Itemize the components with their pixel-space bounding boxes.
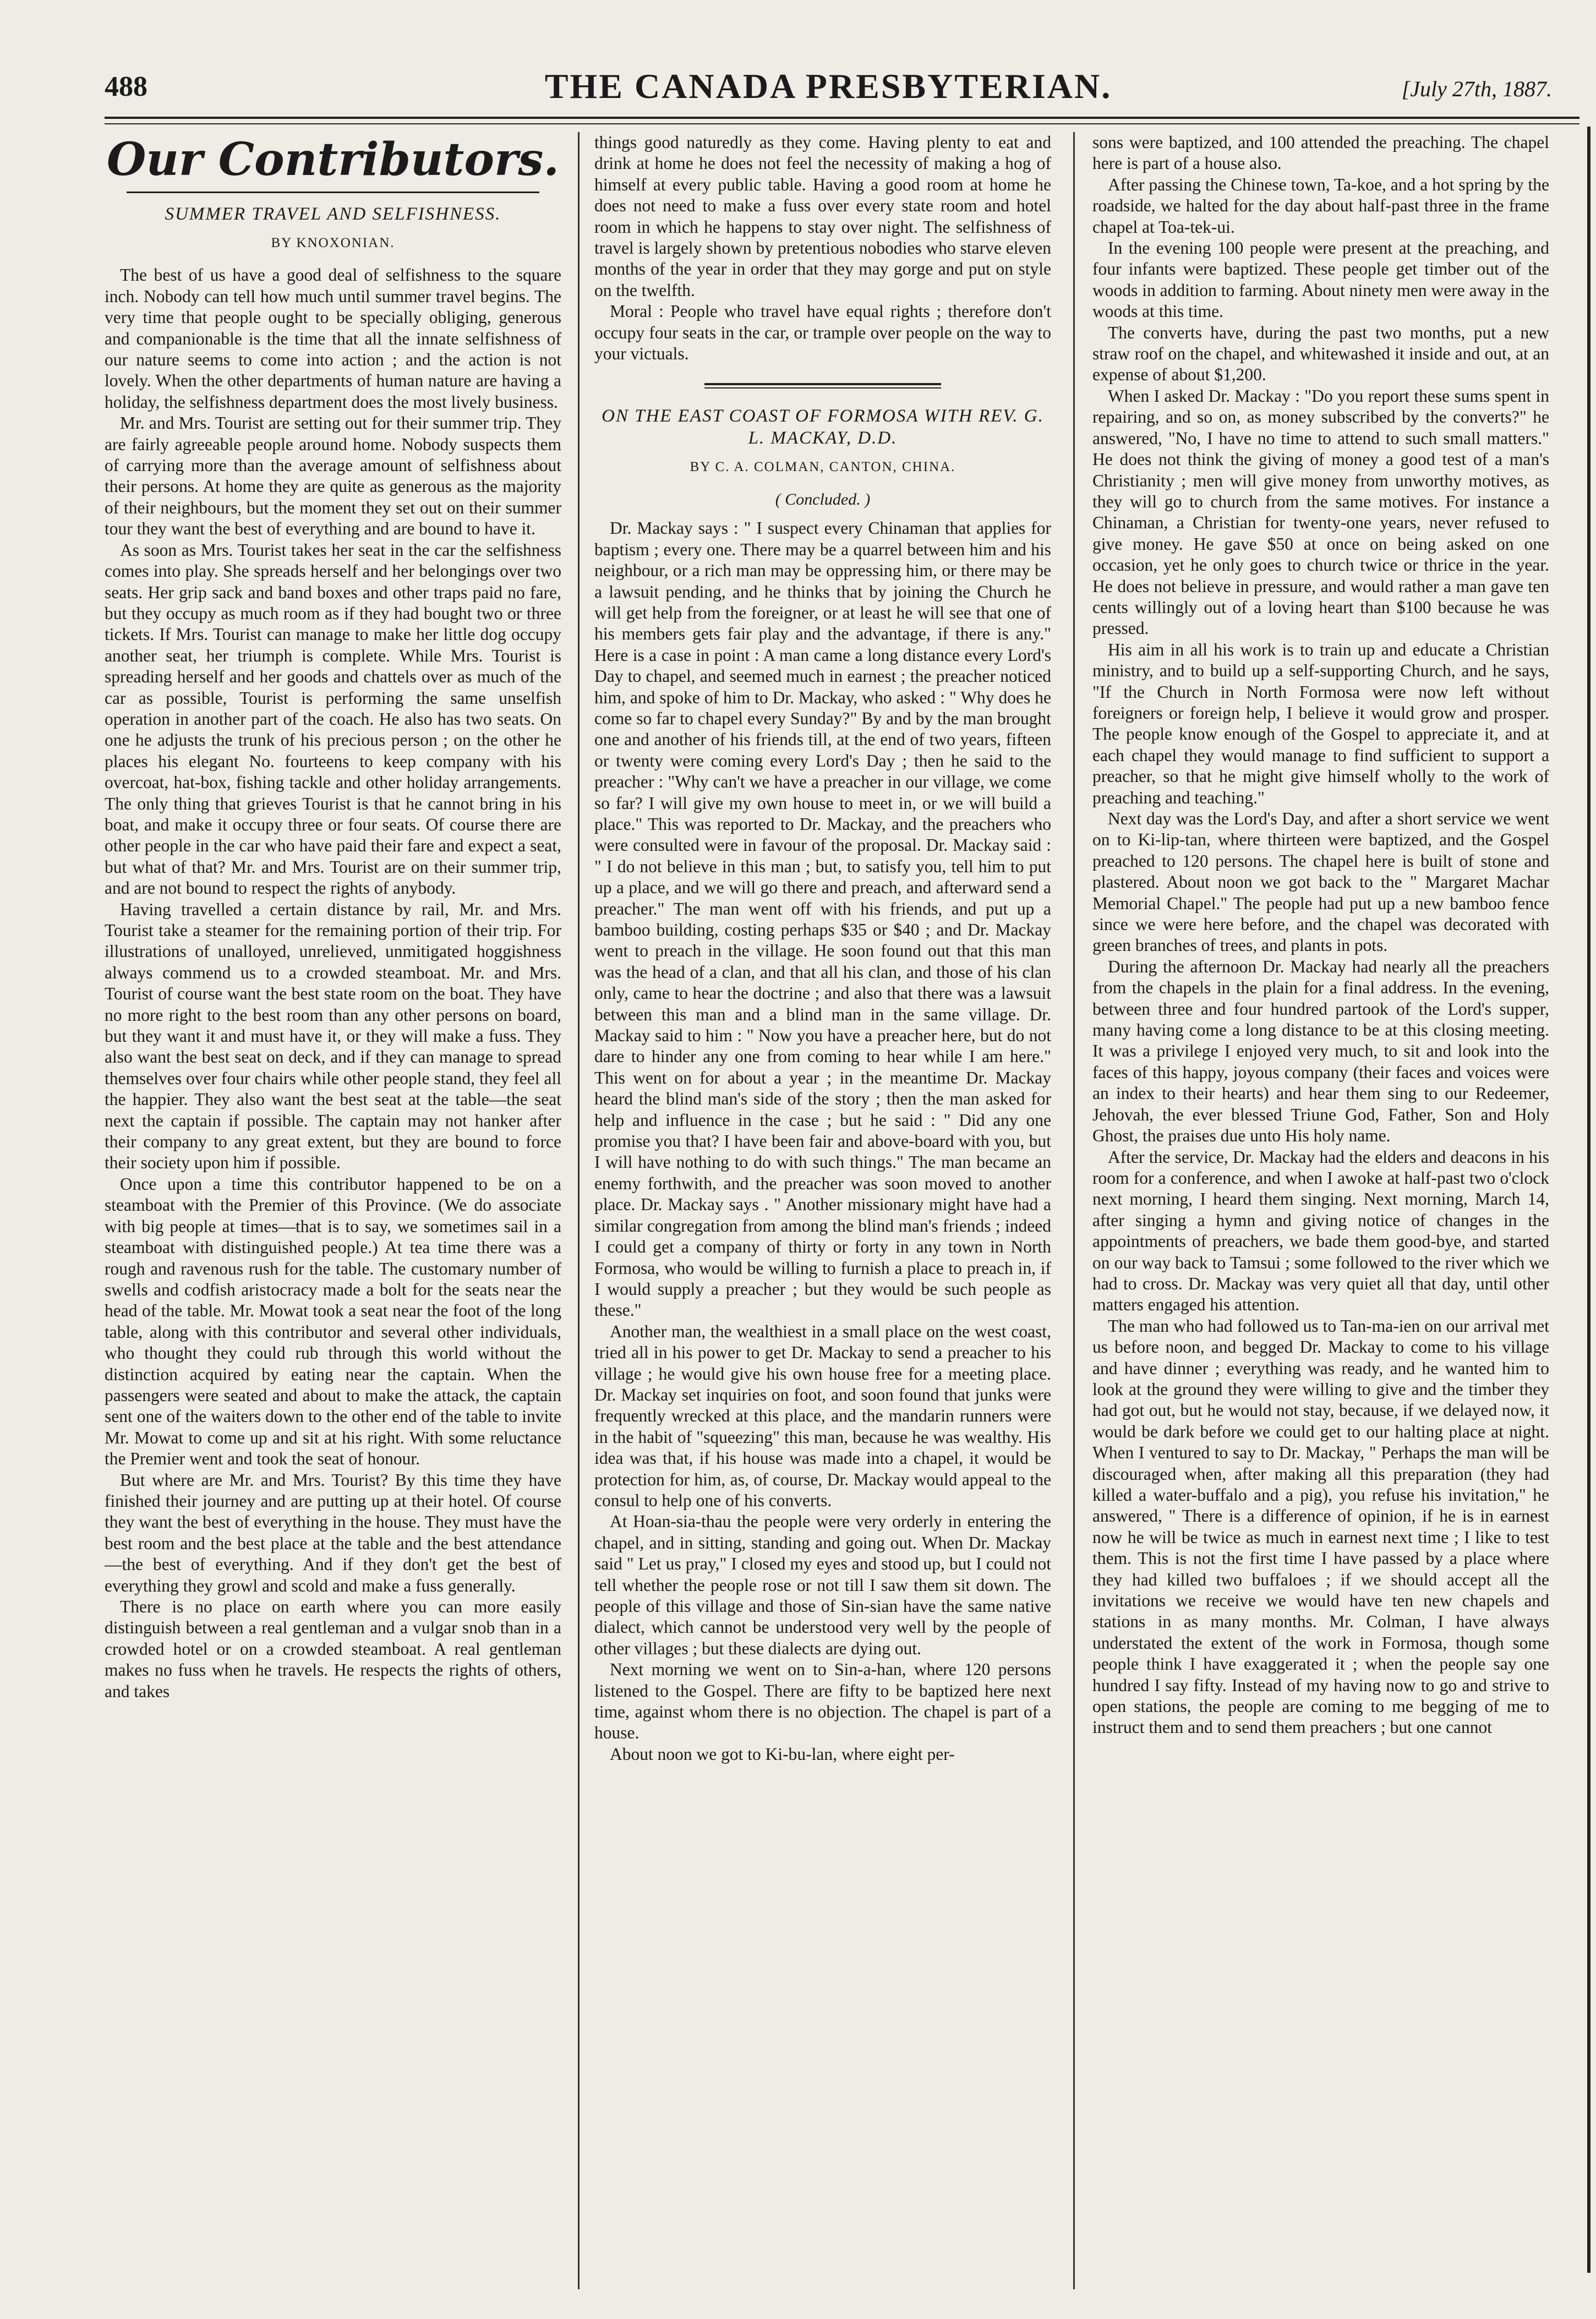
paragraph: things good naturedly as they come. Having plenty to eat and drink at home he does not feel the necessity of making a hog of himself at every public table. Having a good room at home he does not need to make a fuss over every state room and hotel room in which he happens to stay over night. The selfishness of travel is largely shown by pretentious nobodies who starve eleven months of the year in order that they may gorge and put on style on the twelfth. (594, 133, 1051, 300)
paragraph: After passing the Chinese town, Ta-koe, and a hot spring by the roadside, we halted for the day about half-past three in the frame chapel at Toa-tek-ui. (1092, 174, 1549, 237)
header-rule (105, 117, 1579, 124)
paragraph: Dr. Mackay says : " I suspect every Chinaman that applies for baptism ; every one. There may be a quarrel between him and his neighbour, or a rich man may be oppressing him, or there may be a lawsuit pending, and he thinks that by joining the Church he will get help from the foreigner, or at least he will see that one of his members gets fair play and the advantage, if there is any." Here is a case in point : A man came a long distance every Lord's Day to chapel, and seemed much in earnest ; the preacher noticed him, and spoke of him to Dr. Mackay, who asked : " Why does he come so far to chapel every Sunday?" By and by the man brought one and another of his friends till, at the end of two years, fifteen or twenty were coming every Lord's Day ; then he said to the preacher : "Why can't we have a preacher in our village, we come so far? I will give my own house to meet in, or we will build a place." This was reported to Dr. Mackay, and the preachers who were consulted were in favour of the proposal. Dr. Mackay said : " I do not believe in this man ; but, to satisfy you, tell him to put up a place, and we will go there and preach, and afterward send a preacher." The man went off with his friends, and put up a bamboo building, costing perhaps $35 or $40 ; and Dr. Mackay went to preach in the village. He soon found out that this man was the head of a clan, and that all his clan, and those of his clan only, came to hear the doctrine ; and also that there was a lawsuit between this man and a blind man in the same village. Dr. Mackay said to him : " Now you have a preacher here, but do not dare to hinder any one from coming to hear while I am here." This went on for about a year ; in the meantime Dr. Mackay heard the blind man's side of the story ; then the man asked for help and influence in the case ; but he said : " Did any one promise you that? I have been fair and above-board with you, but I will have nothing to do with such things." The man became an enemy forthwith, and the preacher was soon moved to another place. Dr. Mackay says . " Another missionary might have had a similar congregation from among the blind man's friends ; indeed I could get a company of thirty or forty in any town in North Formosa, who would be willing to furnish a place to preach in, if I would supply a preacher ; but they would be such people as these." (594, 518, 1051, 1320)
page-number: 488 (105, 71, 147, 102)
paragraph: When I asked Dr. Mackay : "Do you report these sums spent in repairing, and so on, as money subscribed by the converts?" he answered, "No, I have no time to attend to such small matters." He does not think the giving of money a good test of a man's Christianity ; men will give money from unworthy motives, as they will go to church from the same motives. For instance a Chinaman, a Christian for twenty-one years, never refused to give money. He gave $50 at once on being asked on one occasion, yet he only goes to church twice or thrice in the year. He does not believe in pressure, and would rather a man gave ten cents willingly out of a loving heart than $100 because he was pressed. (1092, 386, 1549, 638)
paragraph: Another man, the wealthiest in a small place on the west coast, tried all in his power to get Dr. Mackay to send a preacher to his village ; he would give his own house free for a meeting place. Dr. Mackay set inquiries on foot, and soon found that junks were frequently wrecked at this place, and the mandarin runners were in the habit of "squeezing" this man, because he was wealthy. His idea was that, if his house was made into a chapel, it would be protection for him, as, of course, Dr. Mackay would appeal to the consul to help one of his converts. (594, 1321, 1051, 1510)
column-2 (594, 132, 1051, 2289)
section-title: Our Contributors. (106, 133, 560, 186)
paragraph: After the service, Dr. Mackay had the elders and deacons in his room for a conference, and when I awoke at half-past two o'clock next morning, I heard them singing. Next morning, March 14, after singing a hymn and giving notice of changes in the appointments of preachers, we bade them good-bye, and started on our way back to Tamsui ; some followed to the river which we had to cross. Dr. Mackay was very quiet all that day, until other matters engaged his attention. (1092, 1147, 1549, 1315)
paragraph: At Hoan-sia-thau the people were very orderly in entering the chapel, and in sitting, standing and going out. When Dr. Mackay said " Let us pray," I closed my eyes and stood up, but I could not tell whether the people rose or not till I saw them sit down. The people of this village and those of Sin-sian have the same native dialect, which cannot be understood very well by the people of other villages ; but these dialects are dying out. (594, 1512, 1051, 1658)
paragraph: The best of us have a good deal of selfishness to the square inch. Nobody can tell how much until summer travel begins. The very time that people ought to be specially obliging, generous and companionable is the time that all the innate selfishness of our nature seems to come into action ; and the action is not lovely. When the other departments of human nature are having a holiday, the selfishness department does the most lively business. (105, 265, 561, 412)
concluded-note: ( Concluded. ) (775, 490, 871, 508)
column-1 (105, 132, 561, 2289)
paragraph: In the evening 100 people were present at the preaching, and four infants were baptized. These people get timber out of the woods in addition to farming. About ninety men were away in the woods at this time. (1092, 238, 1549, 321)
paragraph: Mr. and Mrs. Tourist are setting out for their summer trip. They are fairly agreeable people around home. Nobody suspects them of carrying more than the average amount of selfishness about their persons. At home they are quite as generous as the majority of their neighbours, but the moment they set out on their summer tour they want the best of everything and are bound to have it. (105, 413, 561, 539)
paragraph: About noon we got to Ki-bu-lan, where eight per- (610, 1744, 955, 1764)
paragraph: As soon as Mrs. Tourist takes her seat in the car the selfishness comes into play. She spreads herself and her belongings over two seats. Her grip sack and band boxes and other traps paid no fare, but they occupy as much room as if they had bought two or three tickets. If Mrs. Tourist can manage to make her little dog occupy another seat, her triumph is complete. While Mrs. Tourist is spreading herself and her goods and chattels over as much of the car as possible, Tourist is performing the same unselfish operation in another part of the coach. He also has two seats. On one he adjusts the trunk of his precious person ; on the other he places his elegant No. fourteens to keep company with his overcoat, hat-box, fishing tackle and other holiday arrangements. The only thing that grieves Tourist is that he cannot bring in his boat, and make it occupy three or four seats. Of course there are other people in the car who have paid their fare and expect a seat, but what of that? Mr. and Mrs. Tourist are on their summer trip, and are not bound to respect the rights of anybody. (105, 540, 561, 898)
title-rule (127, 192, 539, 193)
article-title: SUMMER TRAVEL AND SELFISHNESS. (165, 204, 501, 224)
article-title: ON THE EAST COAST OF FORMOSA WITH REV. G. L. MACKAY, D.D. (602, 406, 1044, 449)
byline: BY KNOXONIAN. (271, 236, 395, 250)
paragraph: His aim in all his work is to train up and educate a Christian ministry, and to build up a self-supporting Church, and he says, "If the Church in North Formosa were now left without foreigners or foreign help, I believe it would grow and prosper. The people know enough of the Gospel to appreciate it, and at each chapel they would manage to find sufficient to support a preacher, so that he might give himself wholly to the work of preaching and teaching." (1092, 639, 1549, 807)
column-rule (1073, 132, 1075, 2289)
paragraph: Having travelled a certain distance by rail, Mr. and Mrs. Tourist take a steamer for the remaining portion of their trip. For illustrations of unalloyed, unrelieved, unmitigated hoggishness always commend us to a crowded steamboat. Mr. and Mrs. Tourist of course want the best state room on the boat. They have no more right to the best room than any other persons on board, but they want it and must have it, or they will make a fuss. They also want the best seat on deck, and if they can manage to spread themselves over four chairs while other people stand, they feel all the happier. They also want the best seat at the table—the seat next the captain if possible. The captain may not hanker after their company to any great extent, but they are bound to force their society upon him if possible. (105, 899, 561, 1173)
paragraph: The converts have, during the past two months, put a new straw roof on the chapel, and whitewashed it inside and out, at an expense of about $1,200. (1092, 322, 1549, 385)
paragraph: Once upon a time this contributor happened to be on a steamboat with the Premier of this Province. (We do associate with big people at times—that is to say, we sometimes sail in a steamboat with distinguished people.) At tea time there was a rough and ravenous rush for the table. The customary number of swells and codfish aristocracy made a bolt for the seats near the head of the table. Mr. Mowat took a seat near the foot of the long table, along with this contributor and several other individuals, who thought they could rub through this world without the distinction acquired by eating near the captain. When the passengers were seated and about to make the attack, the captain sent one of the waiters down to the other end of the table to invite Mr. Mowat to come up and sit at his right. With some reluctance the Premier went and took the seat of honour. (105, 1174, 561, 1469)
paragraph: Next morning we went on to Sin-a-han, where 120 persons listened to the Gospel. There are fifty to be baptized here next time, against whom there is no objection. The chapel is part of a house. (594, 1660, 1051, 1743)
paragraph: The man who had followed us to Tan-ma-ien on our arrival met us before noon, and begged Dr. Mackay to come to his village and have dinner ; everything was ready, and he wanted him to look at the ground they were willing to give and the timber they had got out, but he would not stay, because, if we delayed now, it would be dark before we could get to our halting place at night. When I ventured to say to Dr. Mackay, " Perhaps the man will be discouraged when, after making all this preparation (they had killed a water-buffalo and a pig), you refuse his invitation," he answered, " There is a difference of opinion, if he is in earnest now he will be twice as much in earnest next time ; I like to test them. This is not the first time I have passed by a place where they had killed two buffaloes ; if we should accept all the invitations we receive we would have ten new chapels and stations in as many months. Mr. Colman, I have always understated the extent of the work in Formosa, though some people think I have exaggerated it ; when the people say one hundred I say fifty. Instead of my having now to go and strive to open stations, the people are coming to me begging of me to instruct them and to send them preachers ; but one cannot (1092, 1316, 1549, 1737)
masthead: THE CANADA PRESBYTERIAN. (544, 67, 1112, 106)
page-edge-rule (1587, 127, 1590, 2273)
paragraph: During the afternoon Dr. Mackay had nearly all the preachers from the chapels in the plain for a final address. In the evening, between three and four hundred partook of the Lord's supper, many having come a long distance to be at this closing meeting. It was a privilege I enjoyed very much, to sit and look into the faces of this happy, joyous company (their faces and voices were an index to their hearts) and hear them sing to our Redeemer, Jehovah, the ever blessed Triune God, Father, Son and Holy Ghost, the praises due unto His holy name. (1092, 956, 1549, 1146)
paragraph: sons were baptized, and 100 attended the preaching. The chapel here is part of a house also. (1092, 133, 1549, 173)
issue-date: [July 27th, 1887. (1401, 76, 1552, 101)
paragraph: Moral : People who travel have equal rights ; therefore don't occupy four seats in the car, or trample over people on the way to your victuals. (594, 302, 1051, 364)
paragraph: There is no place on earth where you can more easily distinguish between a real gentleman and a vulgar snob than in a crowded hotel or on a crowded steamboat. A real gentleman makes no fuss when he travels. He respects the rights of others, and takes (105, 1597, 561, 1701)
column-rule (578, 132, 580, 2289)
paragraph: Next day was the Lord's Day, and after a short service we went on to Ki-lip-tan, where thirteen were baptized, and the Gospel preached to 120 persons. The chapel here is built of stone and plastered. About noon we got back to the " Margaret Machar Memorial Chapel." The people had put up a new bamboo fence since we were here before, and the chapel was decorated with green branches of trees, and plants in pots. (1092, 809, 1549, 955)
column-3 (1092, 132, 1549, 2289)
byline: BY C. A. COLMAN, CANTON, CHINA. (690, 460, 956, 475)
paragraph: But where are Mr. and Mrs. Tourist? By this time they have finished their journey and are putting up at their hotel. Of course they want the best of everything in the house. They must have the best room and the best place at the table and the best attendance—the best of everything. And if they don't get the best of everything they growl and scold and make a fuss generally. (105, 1470, 561, 1595)
page-header (105, 67, 1552, 120)
article-divider (704, 383, 941, 389)
